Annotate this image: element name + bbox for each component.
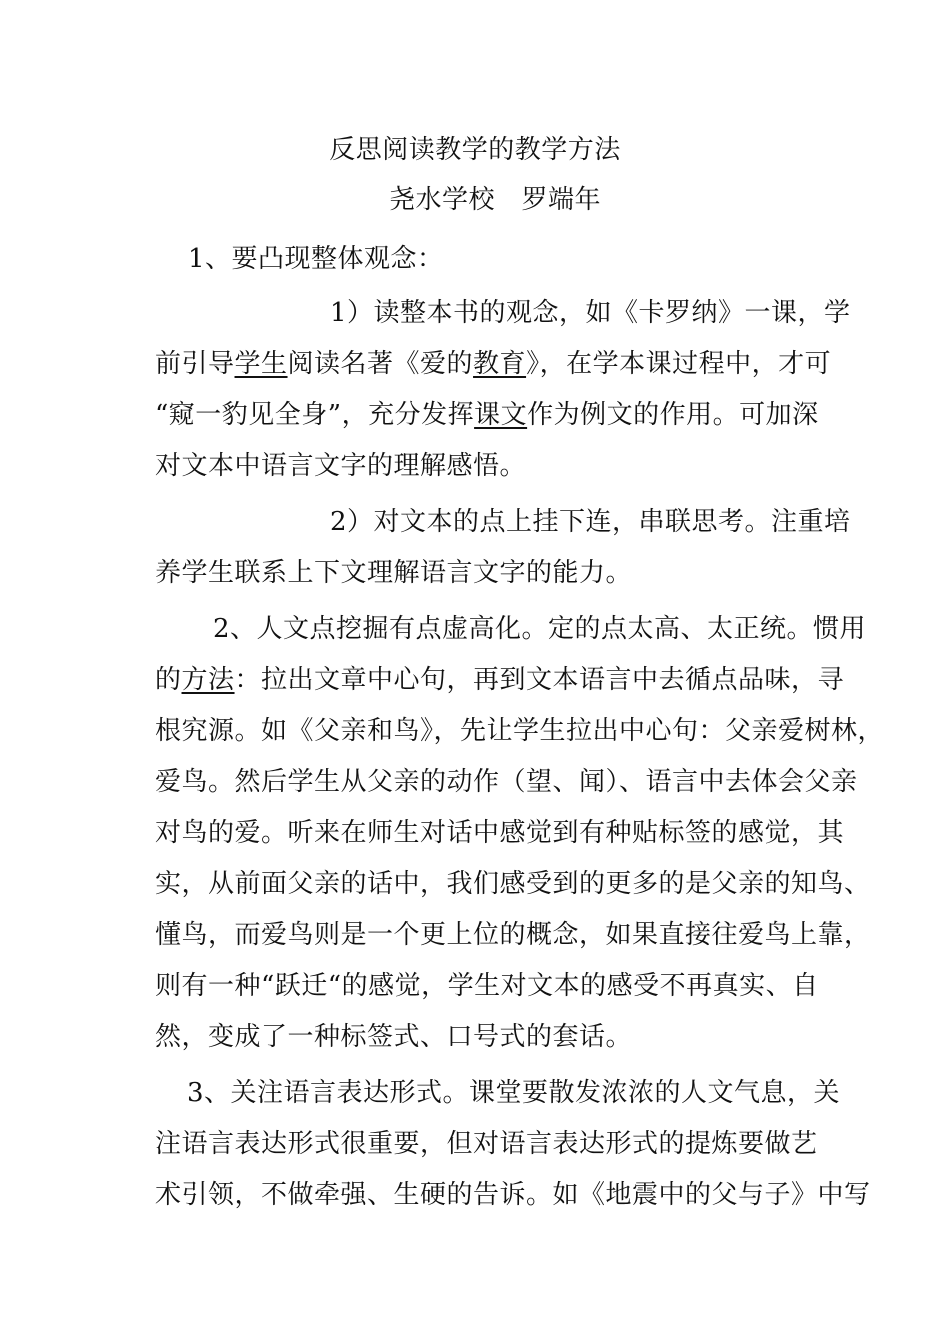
paragraph-line: 然，变成了一种标签式、口号式的套话。 <box>155 1022 633 1052</box>
paragraph-line <box>155 664 844 696</box>
document-title: 反思阅读教学的教学方法 <box>329 135 621 165</box>
paragraph-line: 则有一种“跃迁“的感觉，学生对文本的感受不再真实、自 <box>155 971 819 1001</box>
paragraph-line: 养学生联系上下文理解语言文字的能力。 <box>155 558 633 588</box>
underlined-term: 教育 <box>473 349 527 379</box>
paragraph-line <box>155 399 819 431</box>
section-3-heading: 3、关注语言表达形式。课堂要散发浓浓的人文气息，关 <box>187 1078 841 1108</box>
paragraph-line: 注语言表达形式很重要，但对语言表达形式的提炼要做艺 <box>155 1129 818 1159</box>
text-run: 的 <box>155 665 182 695</box>
section-2-heading: 2、人文点挖掘有点虚高化。定的点太高、太正统。惯用 <box>213 614 867 644</box>
paragraph-line: 对鸟的爱。听来在师生对话中感觉到有种贴标签的感觉，其 <box>155 818 845 848</box>
paragraph-line <box>155 348 831 380</box>
paragraph-line: 懂鸟，而爱鸟则是一个更上位的概念，如果直接往爱鸟上靠， <box>155 920 871 950</box>
paragraph-line: 对文本中语言文字的理解感悟。 <box>155 451 527 481</box>
section-1-heading: 1、要凸现整体观念： <box>188 244 444 274</box>
text-run: 阅读名著《爱的 <box>287 349 474 379</box>
text-run: ：拉出文章中心句，再到文本语言中去循点品味，寻 <box>234 665 845 695</box>
underlined-term: 学生 <box>234 349 288 379</box>
text-run: 》，在学本课过程中，才可 <box>526 349 832 379</box>
underlined-term: 方法 <box>181 665 235 695</box>
underlined-term: 课文 <box>474 400 528 430</box>
paragraph-line: 爱鸟。然后学生从父亲的动作（望、闻）、语言中去体会父亲 <box>155 767 858 797</box>
paragraph-line: 术引领，不做牵强、生硬的告诉。如《地震中的父与子》中写 <box>155 1180 871 1210</box>
paragraph-line: 2）对文本的点上挂下连，串联思考。注重培 <box>330 507 851 537</box>
text-run: 作为例文的作用。可加深 <box>527 400 819 430</box>
text-run: 前引导 <box>155 349 235 379</box>
paragraph-line: 实，从前面父亲的话中，我们感受到的更多的是父亲的知鸟、 <box>155 869 871 899</box>
paragraph-line: 根究源。如《父亲和鸟》，先让学生拉出中心句：父亲爱树林， <box>155 716 885 746</box>
paragraph-line: 1）读整本书的观念，如《卡罗纳》一课，学 <box>330 298 851 328</box>
author-line: 尧水学校 罗端年 <box>388 185 601 215</box>
text-run: “窥一豹见全身”，充分发挥 <box>155 400 475 430</box>
